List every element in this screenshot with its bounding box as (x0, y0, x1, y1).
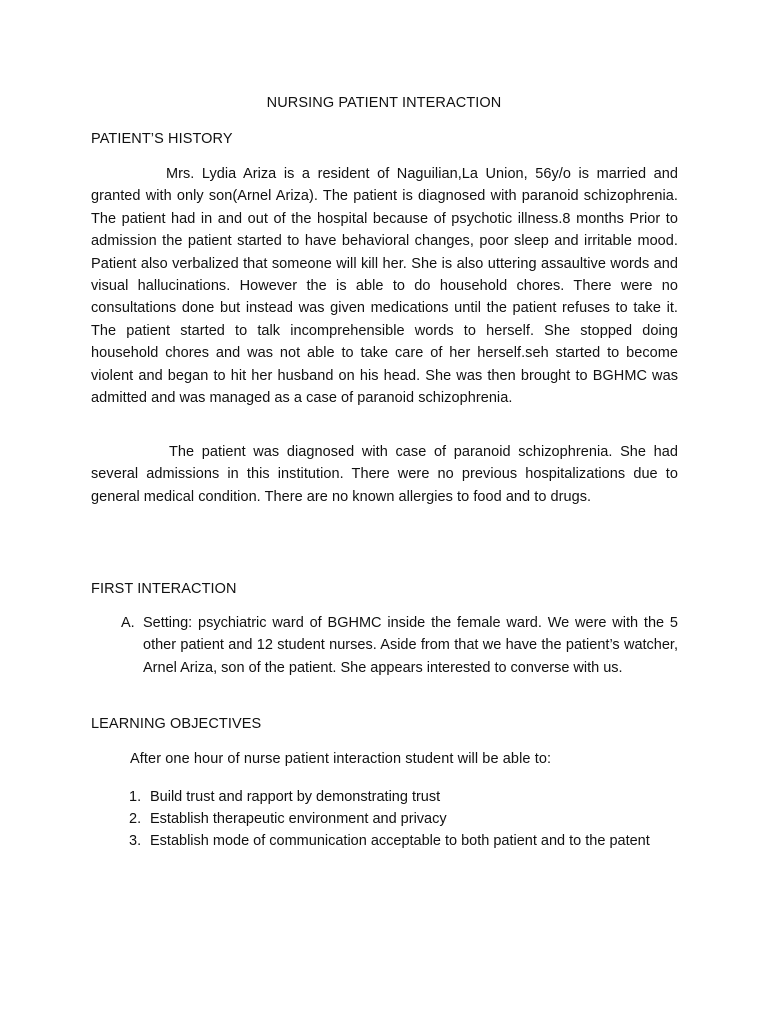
list-item-text: Establish therapeutic environment and privacy (150, 811, 447, 828)
patient-history-paragraph-1: Mrs. Lydia Ariza is a resident of Naguilian,La Union, 56y/o is married and granted with only son(Arnel Ariza). The patient is diagnosed with paranoid schizophrenia. The patient had in and out of the hospital because of psychotic illness.8 months Prior to admission the patient started to have behavioral changes, poor sleep and irritable mood. Patient also verbalized that someone will kill her. She is also uttering assaultive words and visual hallucinations. However the is able to do household chores. There were no consultations done but instead was given medications until the patient refuses to take it. The patient started to talk incomprehensible words to herself. She stopped doing household chores and was not able to take care of her herself.seh started to become violent and began to hit her husband on his head. She was then brought to BGHMC was admitted and was managed as a case of paranoid schizophrenia. (91, 166, 678, 407)
list-marker: 2. (129, 811, 142, 828)
first-interaction-heading: FIRST INTERACTION (91, 581, 237, 597)
first-interaction-list (121, 612, 678, 679)
list-item (129, 830, 678, 852)
learning-objectives-list (129, 786, 678, 853)
list-marker: 3. (129, 833, 142, 850)
list-item-text: Setting: psychiatric ward of BGHMC inside the female ward. We were with the 5 other patient and 12 student nurses. Aside from that we have the patient’s watcher, Arnel Ariza, son of the patient. She appears interested to converse with us. (143, 615, 678, 676)
patient-history-paragraph-2: The patient was diagnosed with case of paranoid schizophrenia. She had several admissions in this institution. There were no previous hospitalizations due to general medical condition. There are no known allergies to food and to drugs. (91, 444, 678, 505)
learning-objectives-intro: After one hour of nurse patient interaction student will be able to: (130, 751, 552, 767)
list-item-text: Establish mode of communication acceptable to both patient and to the patent (150, 833, 650, 850)
list-item (129, 786, 678, 808)
list-marker: 1. (129, 789, 142, 805)
list-item-text: Build trust and rapport by demonstrating trust (150, 789, 441, 805)
list-item (121, 612, 678, 679)
document-title: NURSING PATIENT INTERACTION (266, 95, 502, 111)
list-item (129, 808, 678, 830)
list-marker: A. (121, 615, 135, 631)
patient-history-heading: PATIENT’S HISTORY (91, 131, 233, 147)
learning-objectives-heading: LEARNING OBJECTIVES (91, 716, 262, 732)
